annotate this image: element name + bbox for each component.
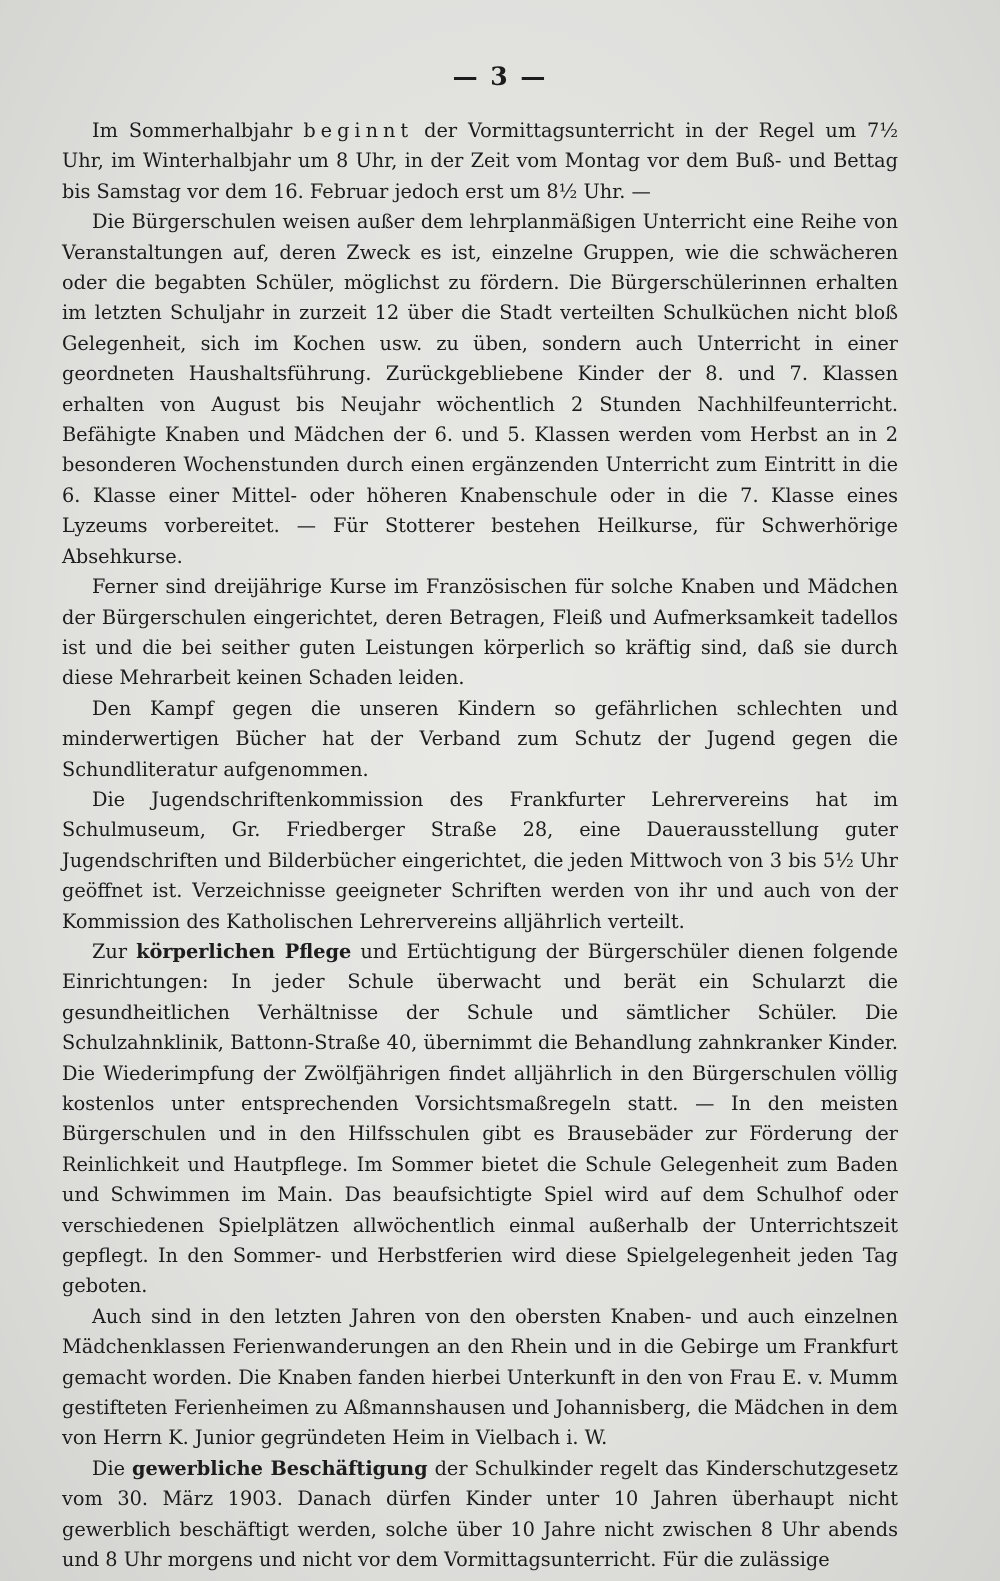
paragraph-text: Die Bürgerschulen weisen außer dem lehrplanmäßigen Unterricht eine Reihe von Veranstaltungen auf, deren Zweck es ist, einzelne Gruppen, wie die schwächeren oder die begabten Schüler, möglichst zu fördern. Die Bürgerschülerinnen erhalten im letzten Schuljahr in zurzeit 12 über die Stadt verteilten Schulküchen nicht bloß Gelegenheit, sich im Kochen usw. zu üben, sondern auch Unterricht in einer geordneten Haushaltsführung. Zurückgebliebene Kinder der 8. und 7. Klassen erhalten von August bis Neujahr wöchentlich 2 Stunden Nachhilfeunterricht. Befähigte Knaben und Mädchen der 6. und 5. Klassen werden vom Herbst an in 2 besonderen Wochenstunden durch einen ergänzenden Unterricht zum Eintritt in die 6. Klasse einer Mittel- oder höheren Knabenschule oder in die 7. Klasse eines Lyzeums vorbereitet. — Für Stotterer bestehen Heilkurse, für Schwerhörige Absehkurse. <box>62 210 898 568</box>
paragraph-text: Ferner sind dreijährige Kurse im Französischen für solche Knaben und Mädchen der Bürgerschulen eingerichtet, deren Betragen, Fleiß und Aufmerksamkeit tadellos ist und die bei seither guten Leistungen körperlich so kräftig sind, daß sie durch diese Mehrarbeit keinen Schaden leiden. <box>62 575 898 690</box>
body-text <box>62 116 898 1576</box>
paragraph <box>62 207 898 572</box>
spaced-text: beginnt <box>303 119 414 142</box>
paragraph-text: der Vormittagsunterricht in der Regel um 7½ Uhr, im Winterhalbjahr um 8 Uhr, in der Zeit vom Montag vor dem Buß- und Bettag bis Samstag vor dem 16. Februar jedoch erst um 8½ Uhr. — <box>62 119 899 203</box>
paragraph <box>62 785 898 937</box>
paragraph-text: Den Kampf gegen die unseren Kindern so gefährlichen schlechten und minderwertigen Bücher hat der Verband zum Schutz der Jugend gegen die Schundliteratur aufgenommen. <box>62 696 898 781</box>
paragraph-text: der Schulkinder regelt das Kinderschutzgesetz vom 30. März 1903. Danach dürfen Kinder unter 10 Jahren überhaupt nicht gewerblich beschäftigt werden, solche über 10 Jahre nicht zwischen 8 Uhr abends und 8 Uhr morgens und nicht vor dem Vormittagsunterricht. Für die zulässige <box>62 1456 898 1572</box>
paragraph-text: Die Jugendschriftenkommission des Frankfurter Lehrervereins hat im Schulmuseum, Gr. Friedberger Straße 28, eine Dauerausstellung guter Jugendschriften und Bilderbücher eingerichtet, die jeden Mittwoch von 3 bis 5½ Uhr geöffnet ist. Verzeichnisse geeigneter Schriften werden von ihr und auch von der Kommission des Katholischen Lehrervereins alljährlich verteilt. <box>62 787 898 933</box>
paragraph <box>62 572 898 694</box>
paragraph-text: Im Sommerhalbjahr <box>92 119 304 142</box>
paragraph-text: Die <box>92 1456 132 1480</box>
paragraph-text: Auch sind in den letzten Jahren von den obersten Knaben- und auch einzelnen Mädchenklassen Ferienwanderungen an den Rhein und in die Gebirge um Frankfurt gemacht worden. Die Knaben fanden hierbei Unterkunft in den von Frau E. v. Mumm gestifteten Ferienheimen zu Aßmannshausen und Johannisberg, die Mädchen in dem von Herrn K. Junior gegründeten Heim in Vielbach i. W. <box>62 1304 898 1450</box>
emphasized-text: gewerbliche Beschäftigung <box>131 1456 428 1480</box>
emphasized-text: körperlichen Pflege <box>136 939 352 963</box>
paragraph-text: Zur <box>92 939 137 963</box>
paragraph <box>62 1454 898 1576</box>
page-number: — 3 — <box>452 62 548 91</box>
paragraph <box>62 1302 898 1454</box>
paragraph-text: und Ertüchtigung der Bürgerschüler dienen folgende Einrichtungen: In jeder Schule überwacht und berät ein Schularzt die gesundheitlichen Verhältnisse der Schule und sämtlicher Schüler. Die Schulzahnklinik, Battonn-Straße 40, übernimmt die Behandlung zahnkranker Kinder. Die Wiederimpfung der Zwölfjährigen findet alljährlich in den Bürgerschulen völlig kostenlos unter entsprechenden Vorsichtsmaßregeln statt. — In den meisten Bürgerschulen und in den Hilfsschulen gibt es Brausebäder zur Förderung der Reinlichkeit und Hautpflege. Im Sommer bietet die Schule Gelegenheit zum Baden und Schwimmen im Main. Das beaufsichtigte Spiel wird auf dem Schulhof oder verschiedenen Spielplätzen allwöchentlich einmal außerhalb der Unterrichtszeit gepflegt. In den Sommer- und Herbstferien wird diese Spielgelegenheit jeden Tag geboten. <box>62 939 898 1298</box>
paragraph <box>62 937 898 1302</box>
paragraph <box>62 116 898 207</box>
paragraph <box>62 694 898 785</box>
